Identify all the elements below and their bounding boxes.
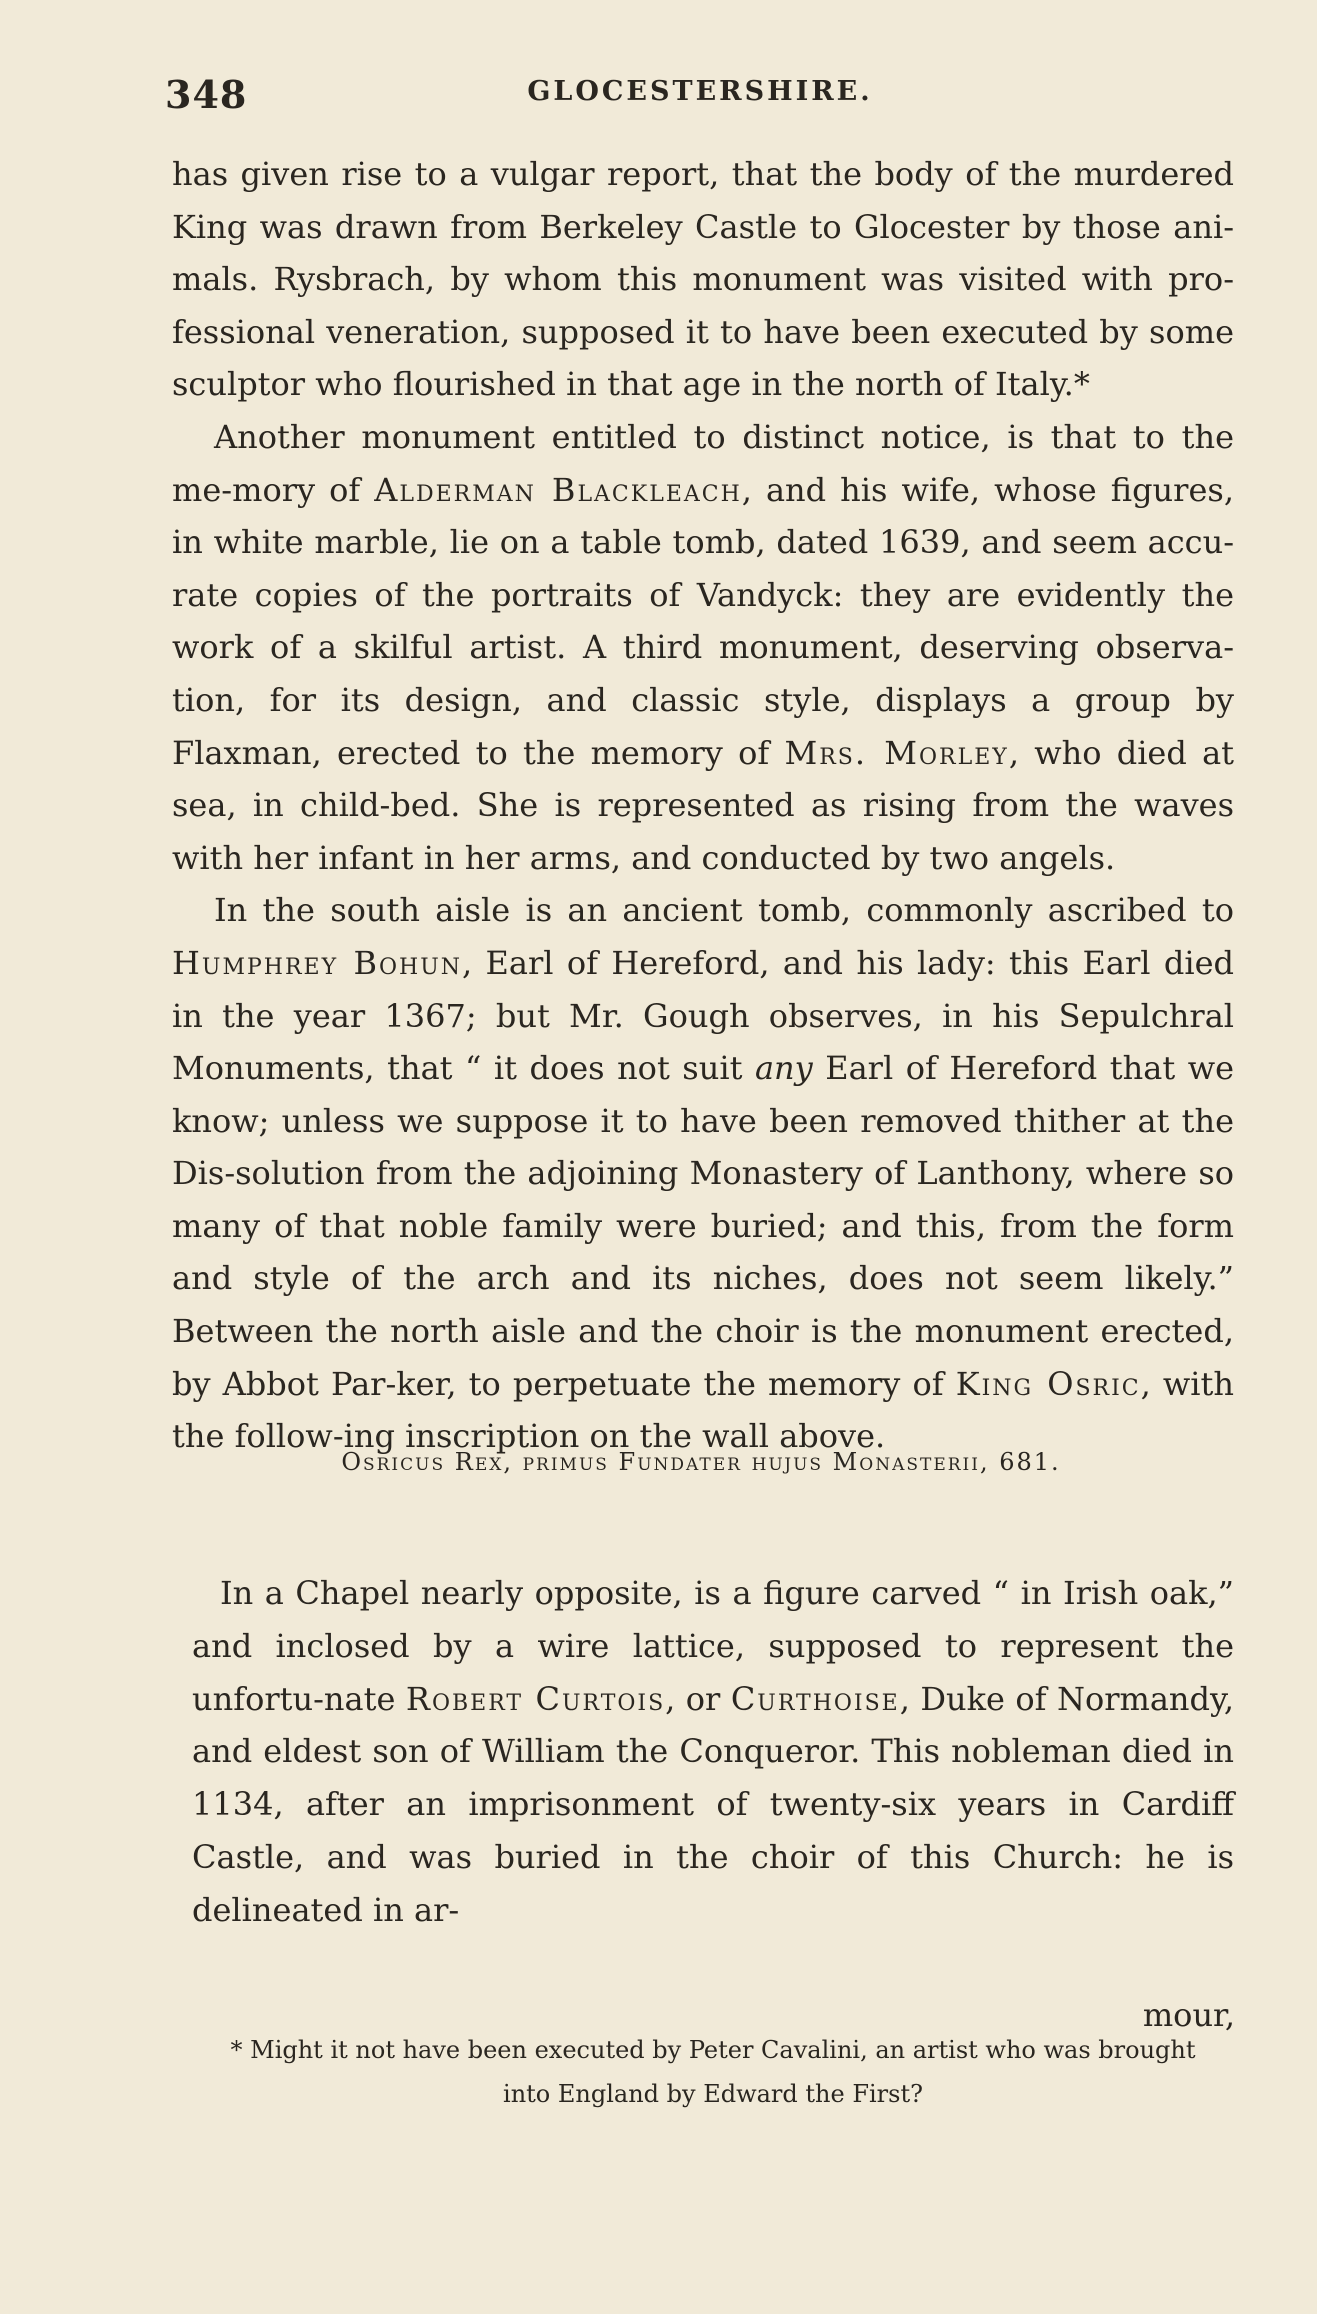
p4-text-2: , or [665,1679,721,1718]
p4-name-curthoise: Curthoise [730,1679,900,1718]
running-head: GLOCESTERSHIRE. [527,76,873,107]
p2-name-blackleach: Alderman Blackleach [374,470,742,509]
p2-name-morley: Mrs. Morley [784,733,1009,772]
p3-text-3: Earl of Hereford that we know; unless we suppose it to have been removed thither at the Dis-solution from the adjoining Monastery of Lanthony, where so many of that noble family were buried; and this, from the form and style of the arch and its niches, does not seem likely.” Between the north aisle and the choir is the monument erected, by Abbot Par-ker, to perpetuate the memory of [172,1049,1235,1403]
p4-text-3: , Duke of Normandy, and eldest son of William the Conqueror. This nobleman died in 1134, after an imprisonment of twenty-six years in Cardiff Castle, and was buried in the choir of this Church: he is delineated in ar- [192,1679,1235,1929]
p3-text-4: , with the follow-ing inscription on the wall above. [172,1364,1235,1456]
p2-text-3: , who died at sea, in child-bed. She is represented as rising from the waves with her infant in her arms, and conducted by two angels. [172,733,1235,877]
main-text [172,148,1234,1463]
footnote [188,2028,1238,2116]
p1-line-5: sculptor who flourished in that age in the north of Italy.* [172,365,1090,404]
p1-line-1: has given rise to a vulgar report, that the body of the murdered [172,155,1234,193]
main-text-continued [192,1567,1234,1937]
p3-emphasis-any: any [754,1049,813,1088]
p3-text-1: In the south aisle is an ancient tomb, commonly ascribed to [214,891,1234,930]
p4-name-curtois: Robert Curtois [405,1679,666,1718]
paragraph-3 [172,884,1234,1463]
p1-line-3: mals. Rysbrach, by whom this monument was visited with pro- [172,260,1234,299]
p3-name-bohun: Humphrey Bohun [172,943,463,982]
p1-line-2: King was drawn from Berkeley Castle to Glocester by those ani- [172,207,1234,246]
p4-text-1: In a Chapel nearly opposite, is a figure carved “ in Irish oak,” and inclosed by a wire lattice, supposed to represent the unfortu-nate [192,1574,1234,1718]
p2-text-1: Another monument entitled to distinct notice, is that to the me-mory of [172,417,1234,509]
footnote-line-2: into England by Edward the First? [503,2080,923,2108]
footnote-line-1: * Might it not have been executed by Peter Cavalini, an artist who was brought [230,2036,1196,2064]
p3-name-osric: King Osric [955,1364,1141,1403]
paragraph-4 [192,1567,1234,1937]
p3-text-2: , Earl of Hereford, and his lady: this Earl died in the year 1367; but Mr. Gough observes, in his Sepulchral Monuments, that “ it does not suit [172,943,1235,1088]
paragraph-2 [172,411,1234,884]
page-number: 348 [165,72,248,117]
p1-line-4: fessional veneration, supposed it to have been executed by some [172,312,1234,351]
page-header [165,72,1235,122]
p2-text-2: , and his wife, whose figures, in white marble, lie on a table tomb, dated 1639, and seem accu-rate copies of the portraits of Vandyck: they are evidently the work of a skilful artist. A third monument, deserving observa-tion, for its design, and classic style, displays a group by Flaxman, erected to the memory of [172,470,1234,772]
inscription: Osricus Rex, primus Fundater hujus Monasterii, 681. [341,1448,1061,1476]
catchword: mour, [1142,1996,1235,2034]
paragraph-1 [172,148,1234,411]
